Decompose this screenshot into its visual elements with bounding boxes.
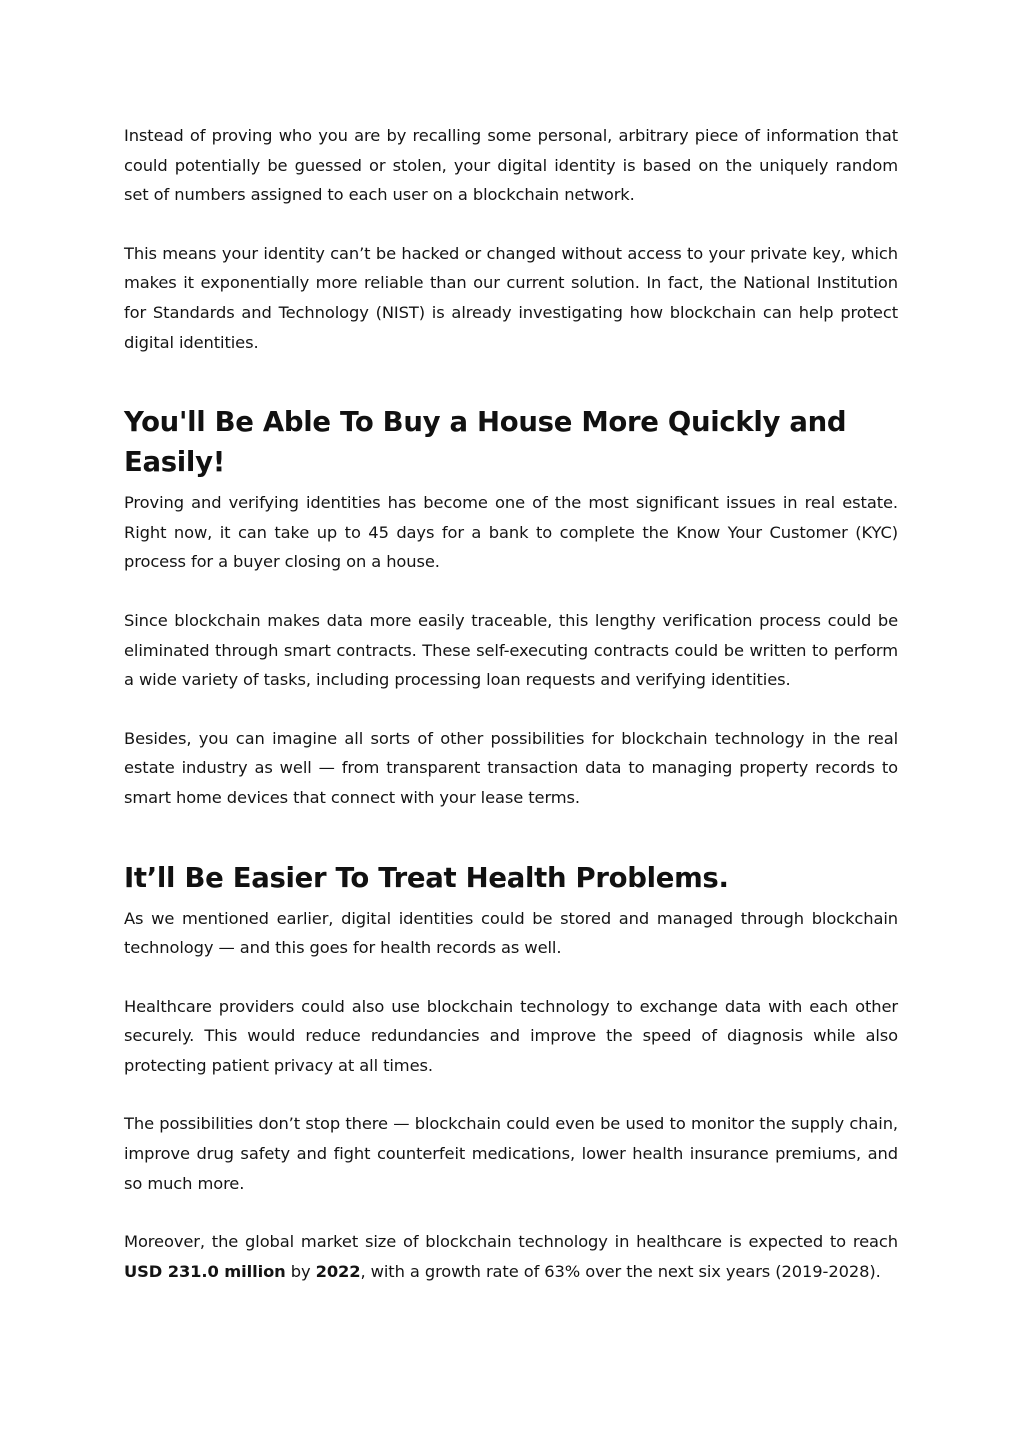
house-paragraph-2: Since blockchain makes data more easily traceable, this lengthy verification process could be eliminated through smart contracts. These self-executing contracts could be written to perform a wide variety of tasks, including processing loan requests and verifying identities. (124, 610, 898, 690)
health-p4-text-b: by (285, 1261, 316, 1281)
house-paragraph-1: Proving and verifying identities has become one of the most significant issues in real estate. Right now, it can take up to 45 days for a bank to complete the Know Your Customer (KYC) process for a buyer closing on a house. (124, 493, 898, 572)
health-p4-text-c: , with a growth rate of 63% over the next six years (2019-2028). (360, 1261, 881, 1281)
health-paragraph-2: Healthcare providers could also use blockchain technology to exchange data with each other securely. This would reduce redundancies and improve the speed of diagnosis while also protecting patient privacy at all times. (124, 996, 898, 1075)
house-section (124, 402, 898, 812)
target-year: 2022 (315, 1261, 361, 1281)
intro-paragraph-1: Instead of proving who you are by recalling some personal, arbitrary piece of information that could potentially be guessed or stolen, your digital identity is based on the uniquely random set of numbers assigned to each user on a blockchain network. (124, 126, 898, 205)
house-paragraph-3: Besides, you can imagine all sorts of other possibilities for blockchain technology in the real estate industry as well — from transparent transaction data to managing property records to smart home devices that connect with your lease terms. (124, 728, 898, 807)
health-paragraph-4 (124, 1227, 898, 1286)
intro-paragraph-2: This means your identity can’t be hacked or changed without access to your private key, which makes it exponentially more reliable than our current solution. In fact, the National Institution for Standards and Technology (NIST) is already investigating how blockchain can help protect digital identities. (124, 243, 898, 352)
health-p4-text-a: Moreover, the global market size of blockchain technology in healthcare is expected to reach (124, 1232, 898, 1252)
house-heading: You'll Be Able To Buy a House More Quickly and Easily! (124, 406, 847, 479)
market-size-value: USD 231.0 million (124, 1261, 286, 1281)
health-paragraph-1: As we mentioned earlier, digital identities could be stored and managed through blockchain technology — and this goes for health records as well. (124, 908, 898, 958)
document-page (124, 121, 898, 1315)
health-heading: It’ll Be Easier To Treat Health Problems. (124, 861, 729, 894)
intro-section (124, 121, 898, 357)
health-paragraph-3: The possibilities don’t stop there — blockchain could even be used to monitor the supply chain, improve drug safety and fight counterfeit medications, lower health insurance premiums, and so much more. (124, 1114, 898, 1193)
health-section (124, 858, 898, 1287)
